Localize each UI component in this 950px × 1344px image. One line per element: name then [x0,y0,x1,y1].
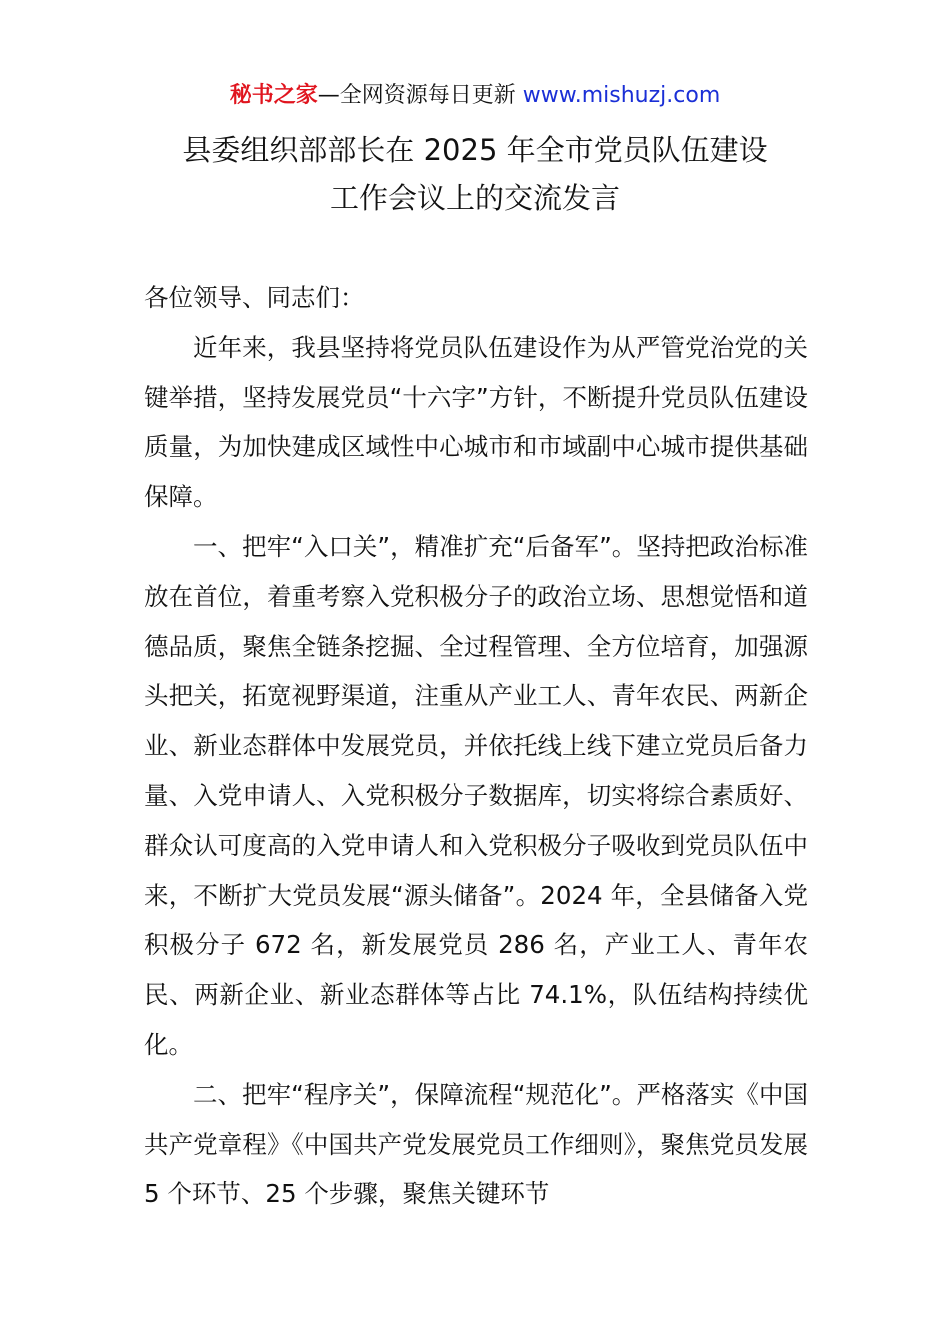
paragraph-section-1: 一、把牢“入口关”，精准扩充“后备军”。坚持把政治标准放在首位，着重考察入党积极分子的政治立场、思想觉悟和道德品质，聚焦全链条挖掘、全过程管理、全方位培育，加强源头把关，拓宽视野渠道，注重从产业工人、青年农民、两新企业、新业态群体中发展党员，并依托线上线下建立党员后备力量、入党申请人、入党积极分子数据库，切实将综合素质好、群众认可度高的入党申请人和入党积极分子吸收到党员队伍中来，不断扩大党员发展“源头储备”。2024 年，全县储备入党积极分子 672 名，新发展党员 286 名，产业工人、青年农民、两新企业、新业态群体等占比 74.1%，队伍结构持续优化。 [144,531,808,1059]
site-name: 秘书之家 [229,83,318,108]
title-line-2: 工作会议上的交流发言 [329,181,620,215]
document-body [144,273,808,1219]
salutation: 各位领导、同志们： [144,283,365,312]
title-line-1: 县委组织部部长在 2025 年全市党员队伍建设 [182,133,768,167]
site-url-link[interactable]: www.mishuzj.com [522,83,721,108]
site-header [0,80,950,112]
site-tagline: —全网资源每日更新 [317,83,523,108]
paragraph-section-2: 二、把牢“程序关”，保障流程“规范化”。严格落实《中国共产党章程》《中国共产党发展党员工作细则》，聚焦党员发展 5 个环节、25 个步骤，聚焦关键环节 [144,1079,808,1209]
paragraph-intro: 近年来，我县坚持将党员队伍建设作为从严管党治党的关键举措，坚持发展党员“十六字”方针，不断提升党员队伍建设质量，为加快建成区域性中心城市和市域副中心城市提供基础保障。 [144,332,808,512]
document-title [100,126,850,222]
